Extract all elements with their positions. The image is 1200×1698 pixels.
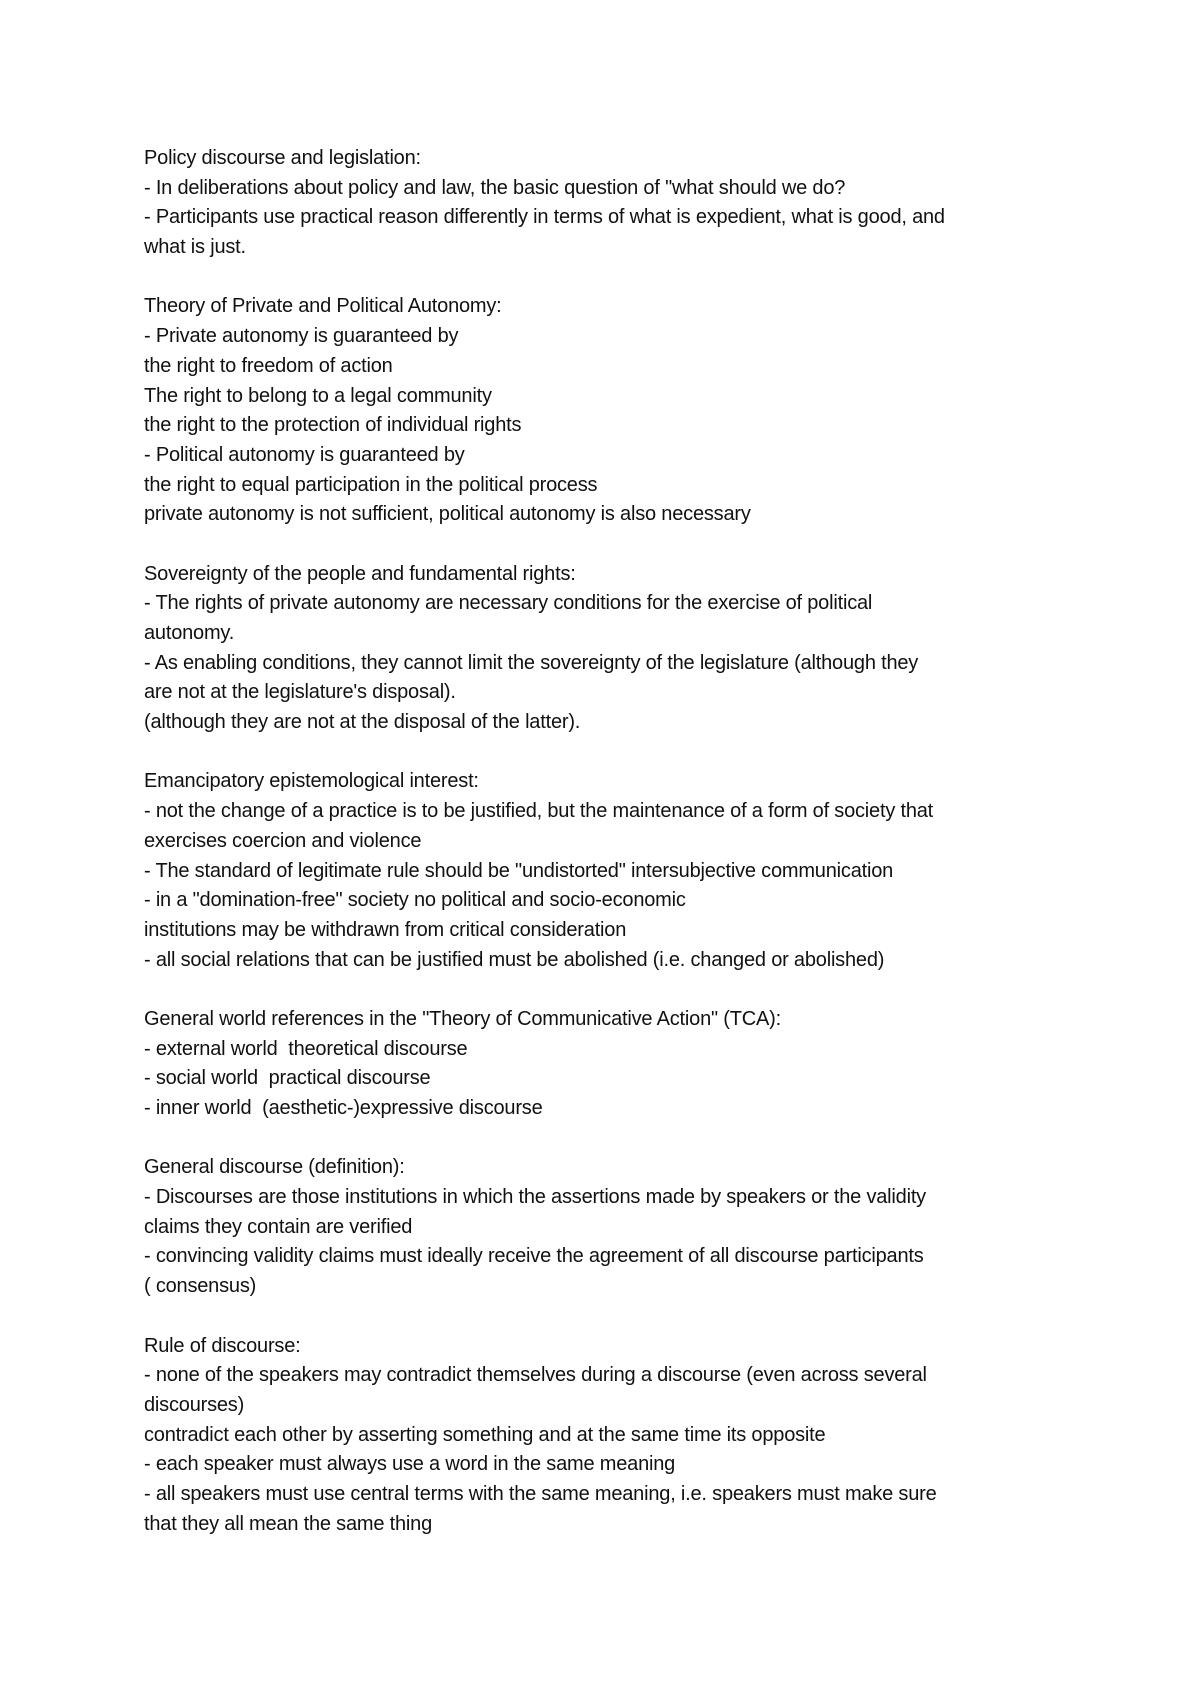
section-heading: Policy discourse and legislation: (144, 147, 421, 169)
section-heading: General world references in the "Theory of Communicative Action" (TCA): (144, 1007, 781, 1030)
paragraph-gap (144, 530, 1064, 560)
text-line: - Private autonomy is guaranteed by (144, 325, 459, 348)
text-line: exercises coercion and violence (144, 829, 422, 852)
text-line: - each speaker must always use a word in the same meaning (144, 1453, 676, 1476)
text-line: - Political autonomy is guaranteed by (144, 443, 465, 466)
section-emancipatory-interest (144, 767, 1064, 975)
text-line: - all social relations that can be justified must be abolished (i.e. changed or abolished) (144, 948, 885, 971)
paragraph-gap (144, 1124, 1064, 1154)
text-line: are not at the legislature's disposal). (144, 681, 456, 704)
paragraph-gap (144, 975, 1064, 1005)
text-line: - convincing validity claims must ideally receive the agreement of all discourse participants (144, 1245, 924, 1268)
text-line: contradict each other by asserting something and at the same time its opposite (144, 1423, 826, 1446)
text-line: - The rights of private autonomy are necessary conditions for the exercise of political (144, 592, 873, 615)
text-line: - social world practical discourse (144, 1067, 431, 1090)
text-line: - In deliberations about policy and law, the basic question of "what should we do? (144, 176, 846, 199)
text-line: - all speakers must use central terms with the same meaning, i.e. speakers must make sure (144, 1482, 937, 1505)
text-line: - in a "domination-free" society no political and socio-economic (144, 889, 686, 912)
text-line: - As enabling conditions, they cannot limit the sovereignty of the legislature (although they (144, 651, 919, 674)
text-line: autonomy. (144, 622, 235, 644)
paragraph-gap (144, 263, 1064, 293)
text-line: - external world theoretical discourse (144, 1037, 468, 1060)
section-policy-discourse (144, 144, 1064, 263)
text-line: - none of the speakers may contradict themselves during a discourse (even across several (144, 1364, 927, 1387)
section-rule-of-discourse (144, 1332, 1064, 1540)
text-line: the right to freedom of action (144, 354, 393, 377)
section-heading: Emancipatory epistemological interest: (144, 770, 479, 793)
text-line: - Participants use practical reason differently in terms of what is expedient, what is good, and (144, 206, 945, 229)
text-line: (although they are not at the disposal of the latter). (144, 711, 581, 734)
section-heading: General discourse (definition): (144, 1156, 405, 1179)
text-line: - inner world (aesthetic-)expressive discourse (144, 1097, 543, 1119)
paragraph-gap (144, 1302, 1064, 1332)
text-line: The right to belong to a legal community (144, 384, 492, 407)
text-line: - The standard of legitimate rule should be "undistorted" intersubjective communication (144, 859, 894, 882)
text-line: claims they contain are verified (144, 1215, 413, 1238)
section-private-political-autonomy (144, 292, 1064, 530)
text-line: - Discourses are those institutions in which the assertions made by speakers or the validity (144, 1186, 926, 1209)
section-heading: Theory of Private and Political Autonomy: (144, 295, 502, 318)
paragraph-gap (144, 738, 1064, 768)
section-general-discourse (144, 1153, 1064, 1301)
text-line: what is just. (144, 236, 246, 259)
section-heading: Rule of discourse: (144, 1334, 301, 1357)
text-line: discourses) (144, 1393, 245, 1416)
text-line: ( consensus) (144, 1275, 257, 1298)
text-line: institutions may be withdrawn from critical consideration (144, 918, 627, 941)
text-line: that they all mean the same thing (144, 1512, 433, 1535)
text-line: the right to equal participation in the political process (144, 473, 598, 496)
section-world-references (144, 1005, 1064, 1124)
text-line: the right to the protection of individual rights (144, 414, 522, 437)
text-line: private autonomy is not sufficient, political autonomy is also necessary (144, 503, 751, 526)
section-sovereignty (144, 560, 1064, 738)
section-heading: Sovereignty of the people and fundamental rights: (144, 562, 576, 585)
text-line: - not the change of a practice is to be justified, but the maintenance of a form of society that (144, 800, 934, 823)
document-body (144, 144, 1064, 1539)
